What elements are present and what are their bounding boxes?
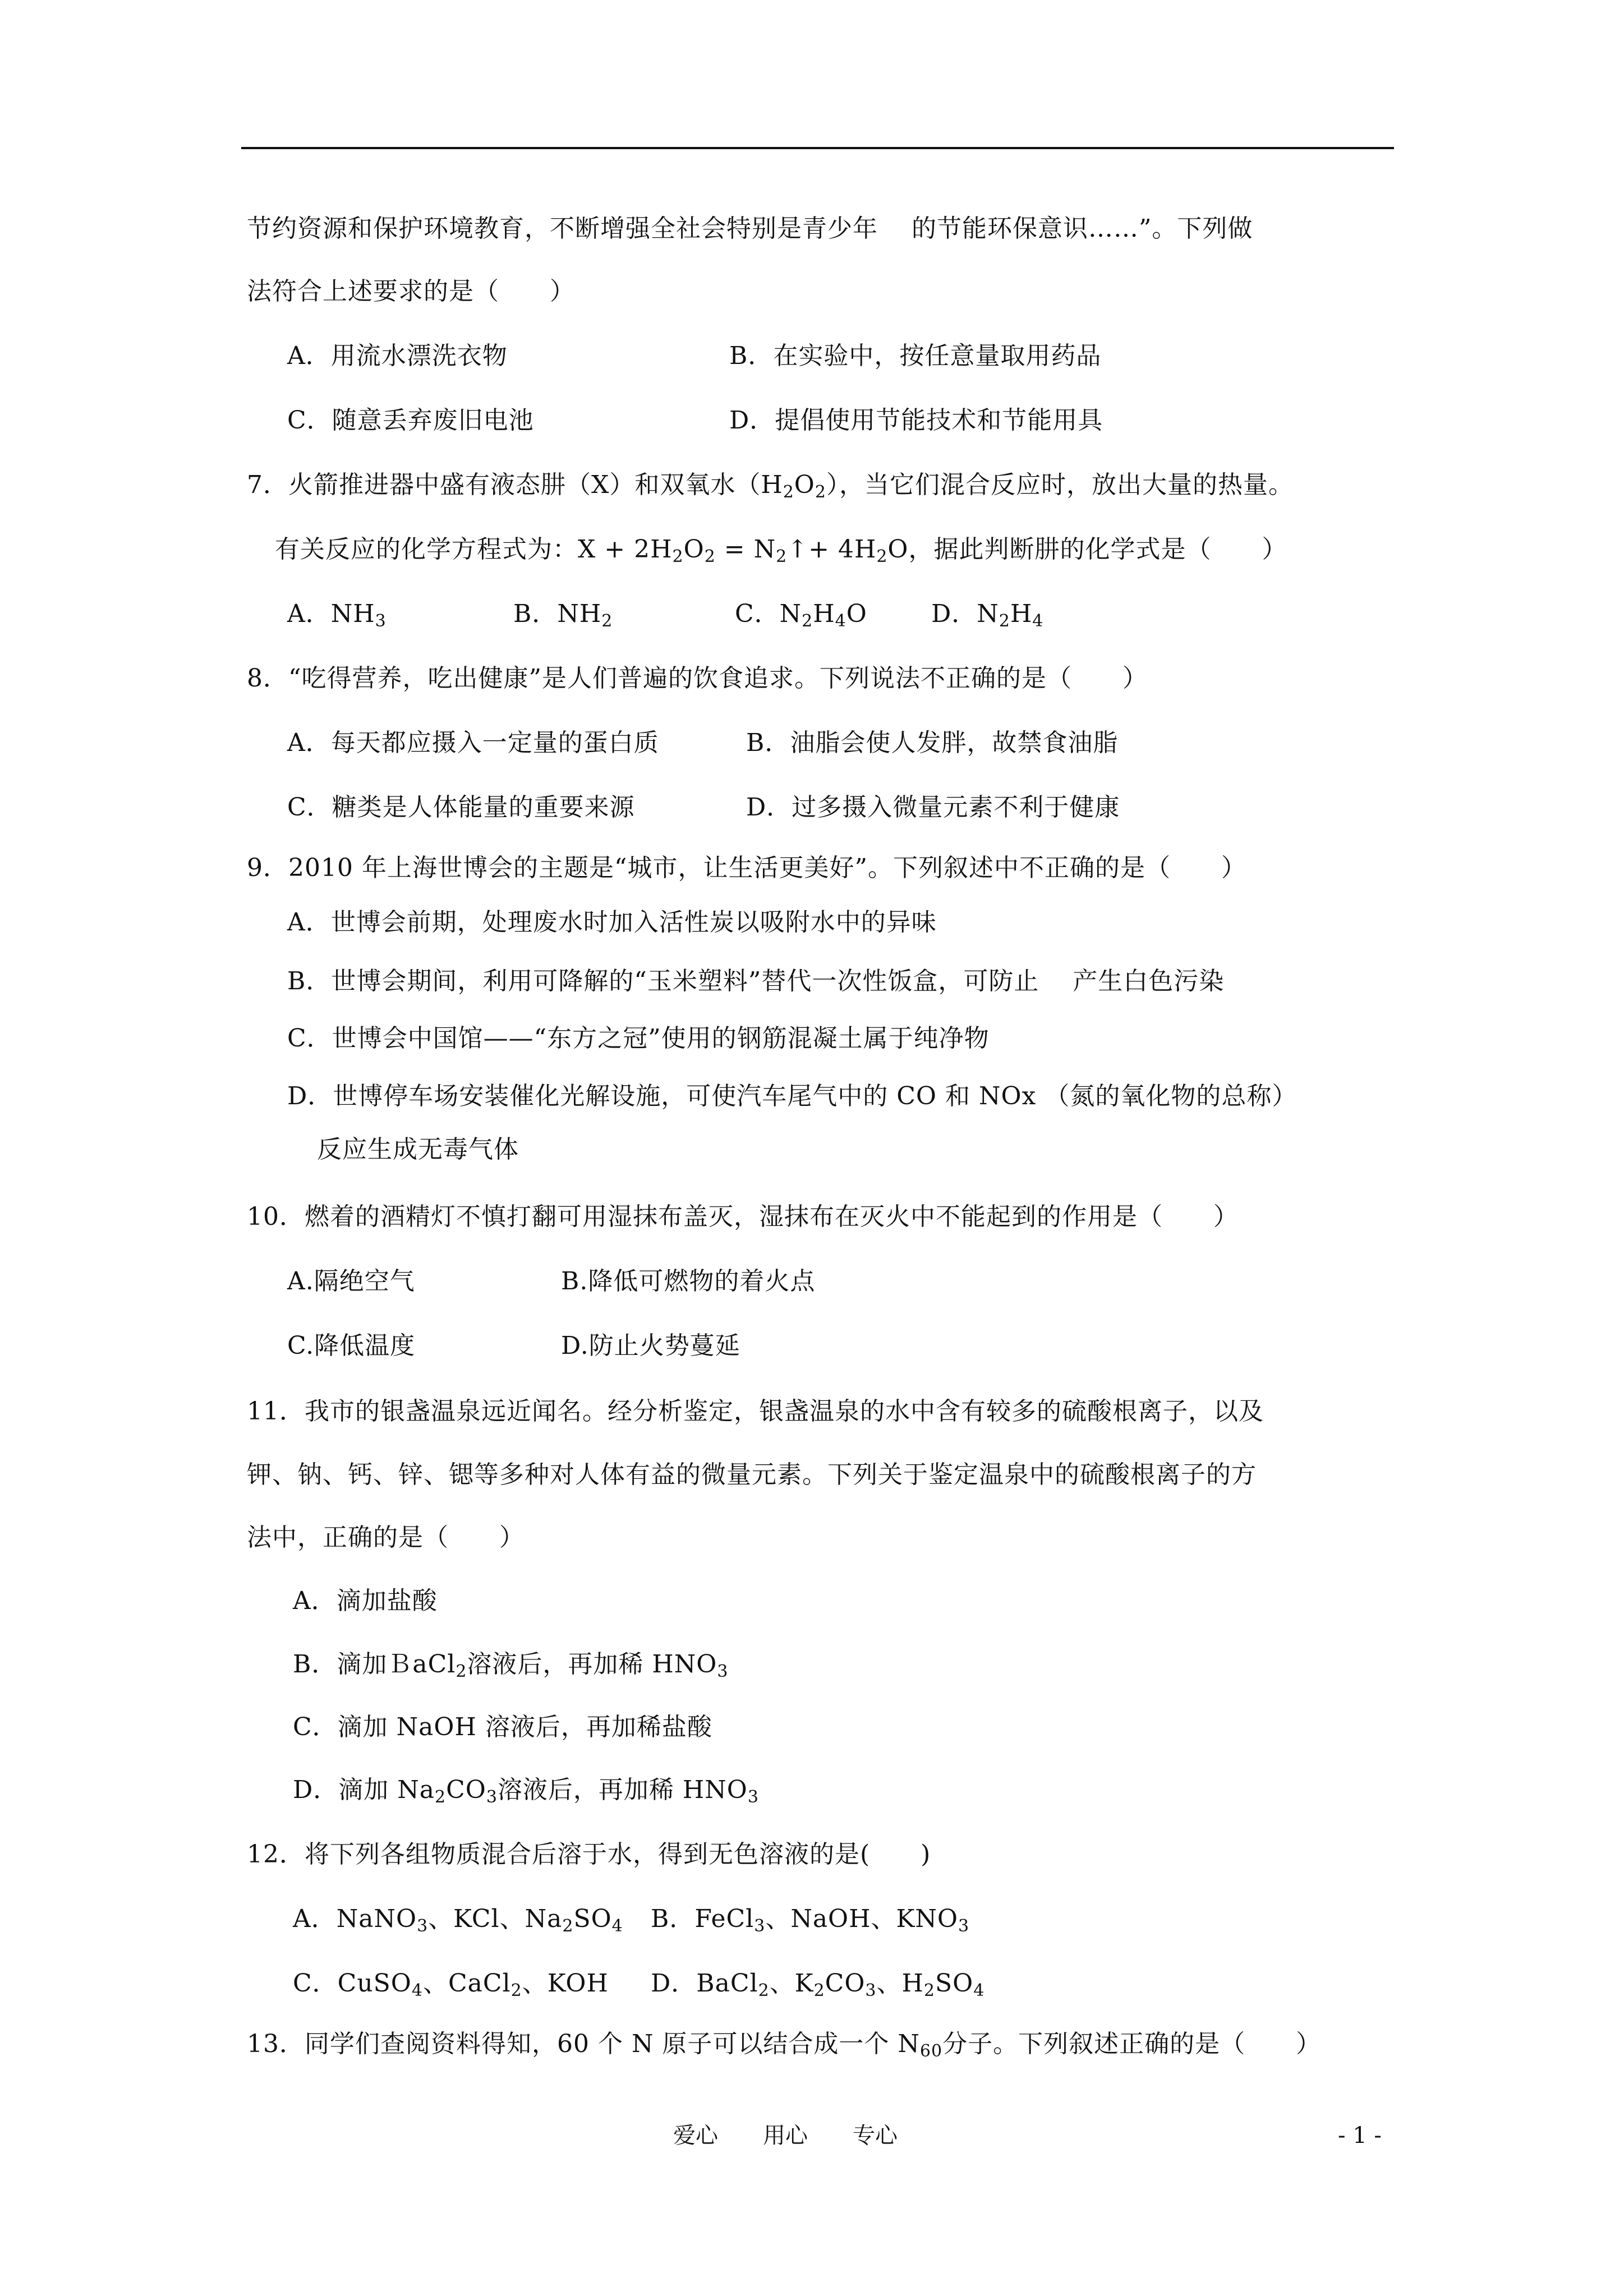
q11-text-line3: 法中，正确的是（ ） — [247, 1523, 525, 1552]
q7-option-d: D．$N_2H_4$ — [931, 600, 1044, 631]
q6-option-b: B．在实验中，按任意量取用药品 — [729, 342, 1102, 370]
q6-option-c: C．随意丢弃废旧电池 — [287, 406, 534, 435]
q12-option-c: C．CuSO$_4$、CaCl$_2$、KOH — [293, 1969, 609, 2000]
q11-option-a: A．滴加盐酸 — [293, 1587, 438, 1615]
q7-option-c: C．$N_2H_4O$ — [735, 600, 867, 631]
q13-text: 13．同学们查阅资料得知，60 个 N 原子可以结合成一个 $N_{60}$分子。下列叙述正确的是（ ） — [247, 2030, 1322, 2061]
q6-option-d: D．提倡使用节能技术和节能用具 — [729, 406, 1103, 435]
q10-option-d: D.防止火势蔓延 — [561, 1331, 740, 1360]
q8-option-c: C．糖类是人体能量的重要来源 — [287, 793, 635, 822]
q8-text: 8．“吃得营养，吃出健康”是人们普遍的饮食追求。下列说法不正确的是（ ） — [247, 664, 1148, 693]
q7-option-b: B．$NH_2$ — [513, 600, 613, 631]
q12-option-a: A．NaNO$_3$、KCl、$Na_2SO_4$ — [293, 1905, 623, 1936]
q9-option-c: C．世博会中国馆——“东方之冠”使用的钢筋混凝土属于纯净物 — [287, 1024, 990, 1053]
header-rule — [241, 147, 1394, 149]
q9-option-b: B．世博会期间，利用可降解的“玉米塑料”替代一次性饭盒，可防止 产生白色污染 — [287, 967, 1225, 995]
page-number: - 1 - — [1338, 2123, 1382, 2149]
q10-option-a: A.隔绝空气 — [287, 1267, 415, 1295]
q8-option-b: B．油脂会使人发胖，故禁食油脂 — [746, 729, 1119, 757]
q9-option-d-line1: D．世博停车场安装催化光解设施，可使汽车尾气中的 CO 和 NOx （氮的氧化物的总称） — [287, 1082, 1298, 1110]
q11-option-d: D．滴加 $Na_2CO_3$溶液后，再加稀 $HNO_3$ — [293, 1776, 759, 1807]
q12-option-d: D．BaCl$_2$、$K_2CO_3$、$H_2SO_4$ — [651, 1969, 985, 2000]
q12-option-b: B．FeCl$_3$、NaOH、$KNO_3$ — [651, 1905, 970, 1936]
q8-option-a: A．每天都应摄入一定量的蛋白质 — [287, 729, 659, 757]
q11-option-b: B．滴加ＢaCl$_2$溶液后，再加稀 $HNO_3$ — [293, 1650, 729, 1681]
q11-text-line2: 钾、钠、钙、锌、锶等多种对人体有益的微量元素。下列关于鉴定温泉中的硫酸根离子的方 — [247, 1460, 1257, 1489]
q10-option-c: C.降低温度 — [287, 1331, 416, 1360]
q11-option-c: C．滴加 NaOH 溶液后，再加稀盐酸 — [293, 1713, 712, 1741]
q9-option-a: A．世博会前期，处理废水时加入活性炭以吸附水中的异味 — [287, 908, 937, 937]
q6-option-a: A．用流水漂洗衣物 — [287, 342, 508, 370]
q12-text: 12．将下列各组物质混合后溶于水，得到无色溶液的是( ) — [247, 1840, 931, 1869]
q9-option-d-line2: 反应生成无毒气体 — [317, 1135, 519, 1164]
q7-option-a: A．$NH_3$ — [287, 600, 387, 631]
footer-motto: 爱心 用心 专心 — [673, 2123, 898, 2149]
q7-text-line2: 有关反应的化学方程式为：$X + 2H_2O_2$ = $N_2↑+ 4H_2O$，据此判断肼的化学式是（ ） — [275, 535, 1287, 566]
q10-text: 10．燃着的酒精灯不慎打翻可用湿抹布盖灭，湿抹布在灭火中不能起到的作用是（ ） — [247, 1202, 1239, 1231]
q9-text: 9．2010 年上海世博会的主题是“城市，让生活更美好”。下列叙述中不正确的是（ ） — [247, 854, 1246, 882]
q10-option-b: B.降低可燃物的着火点 — [561, 1267, 816, 1295]
q6-text-line2: 法符合上述要求的是（ ） — [247, 277, 575, 306]
q11-text-line1: 11．我市的银盏温泉远近闻名。经分析鉴定，银盏温泉的水中含有较多的硫酸根离子，以及 — [247, 1397, 1264, 1426]
q6-text-line1: 节约资源和保护环境教育，不断增强全社会特别是青少年 的节能环保意识……”。下列做 — [247, 214, 1253, 243]
q8-option-d: D．过多摄入微量元素不利于健康 — [746, 793, 1120, 822]
q7-text-line1: 7．火箭推进器中盛有液态肼（X）和双氧水$(H_2O_2)$，当它们混合反应时，放出大量的热量。 — [247, 471, 1294, 502]
